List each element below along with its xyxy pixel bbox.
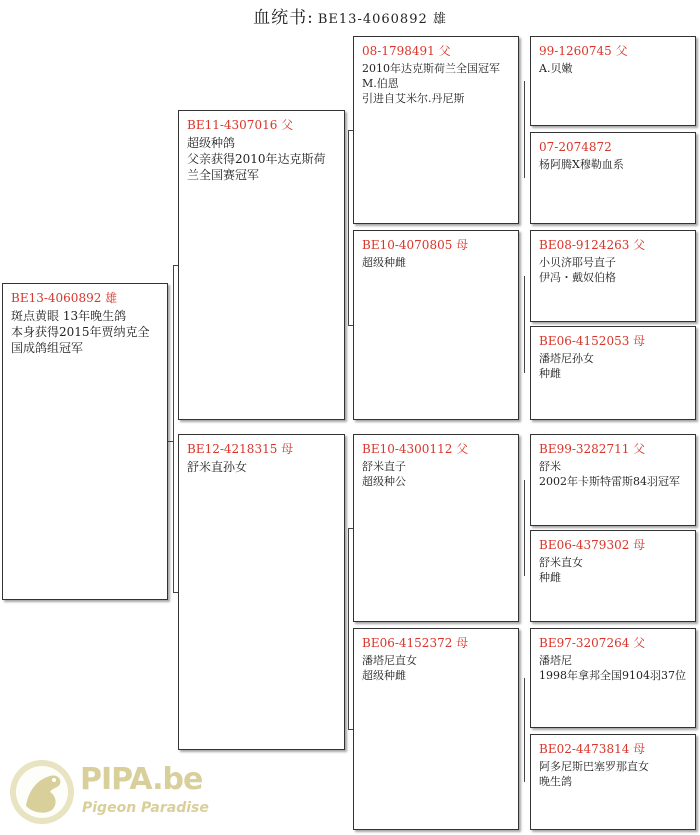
- ring-number: BE10-4300112 父: [362, 442, 469, 456]
- title-label: 血统书:: [253, 8, 314, 28]
- granddam-maternal-card: [353, 628, 519, 830]
- ring-number: 07-2074872: [539, 140, 612, 154]
- note-line: 舒米直孙女: [187, 460, 248, 474]
- note-line: 超级种雌: [362, 669, 406, 682]
- ggp-card-8: [530, 734, 696, 830]
- title-ring-number: BE13-4060892 雄: [317, 12, 447, 27]
- connector-line: [348, 325, 353, 326]
- note-line: 舒米: [539, 460, 561, 473]
- ring-number: BE99-3282711 父: [539, 442, 646, 456]
- connector-line: [524, 81, 525, 178]
- note-line: 舒米直子: [362, 460, 406, 473]
- ggp-card-2: [530, 132, 696, 224]
- note-line: 2010年达克斯荷兰全国冠军: [362, 62, 500, 75]
- granddam-paternal-card: [353, 230, 519, 420]
- ring-number: BE06-4152053 母: [539, 334, 646, 348]
- ggp-card-6: [530, 530, 696, 622]
- note-line: 小贝济耶号直子: [539, 256, 616, 269]
- note-line: 超级种鸽: [187, 136, 236, 150]
- ring-number: 08-1798491 父: [362, 44, 451, 58]
- grandsire-maternal-card: [353, 434, 519, 622]
- grandsire-paternal-card: [353, 36, 519, 224]
- note-line: 潘塔尼孙女: [539, 352, 594, 365]
- connector-line: [348, 130, 349, 325]
- page-title: [0, 3, 700, 28]
- sire-card: [178, 110, 345, 420]
- ggp-card-4: [530, 326, 696, 420]
- logo-brand: PIPA.be: [80, 762, 203, 797]
- connector-line: [348, 528, 349, 729]
- note-line: 1998年拿邦全国9104羽37位: [539, 669, 686, 682]
- note-line: 晚生鸽: [539, 775, 572, 788]
- connector-line: [173, 265, 174, 592]
- note-line: 种雌: [539, 571, 561, 584]
- connector-line: [524, 480, 525, 576]
- note-line: M.伯恩: [362, 77, 399, 90]
- ring-number: BE12-4218315 母: [187, 442, 294, 456]
- note-line: 潘塔尼直女: [362, 654, 417, 667]
- connector-line: [173, 265, 178, 266]
- ggp-card-3: [530, 230, 696, 322]
- ring-number: BE13-4060892 雄: [11, 291, 118, 305]
- connector-line: [348, 729, 353, 730]
- note-line: 种雌: [539, 367, 561, 380]
- ggp-card-5: [530, 434, 696, 526]
- note-line: 本身获得2015年贾纳克全国成鸽组冠军: [11, 325, 150, 355]
- ggp-card-1: [530, 36, 696, 126]
- ring-number: BE97-3207264 父: [539, 636, 646, 650]
- ring-number: BE08-9124263 父: [539, 238, 646, 252]
- note-line: 2002年卡斯特雷斯84羽冠军: [539, 475, 680, 488]
- logo-tagline: Pigeon Paradise: [82, 800, 209, 816]
- note-line: 伊冯・戴奴伯格: [539, 271, 616, 284]
- note-line: 斑点黄眼 13年晚生鸽: [11, 309, 127, 323]
- dam-card: [178, 434, 345, 750]
- note-line: A.贝嫩: [539, 62, 573, 75]
- subject-card: [2, 283, 168, 600]
- connector-line: [524, 276, 525, 373]
- note-line: 阿多尼斯巴塞罗那直女: [539, 760, 649, 773]
- note-line: 超级种雌: [362, 256, 406, 269]
- ggp-card-7: [530, 628, 696, 728]
- note-line: 杨阿腾X穆勒血系: [539, 158, 624, 171]
- note-line: 潘塔尼: [539, 654, 572, 667]
- note-line: 引进自艾米尔.丹尼斯: [362, 92, 465, 105]
- note-line: 舒米直女: [539, 556, 583, 569]
- ring-number: BE06-4152372 母: [362, 636, 469, 650]
- connector-line: [173, 592, 178, 593]
- ring-number: BE06-4379302 母: [539, 538, 646, 552]
- note-line: 超级种公: [362, 475, 406, 488]
- connector-line: [348, 130, 353, 131]
- ring-number: BE02-4473814 母: [539, 742, 646, 756]
- ring-number: BE11-4307016 父: [187, 118, 294, 132]
- connector-line: [348, 528, 353, 529]
- connector-line: [524, 678, 525, 782]
- note-line: 父亲获得2010年达克斯荷兰全国赛冠军: [187, 152, 326, 182]
- ring-number: 99-1260745 父: [539, 44, 628, 58]
- ring-number: BE10-4070805 母: [362, 238, 469, 252]
